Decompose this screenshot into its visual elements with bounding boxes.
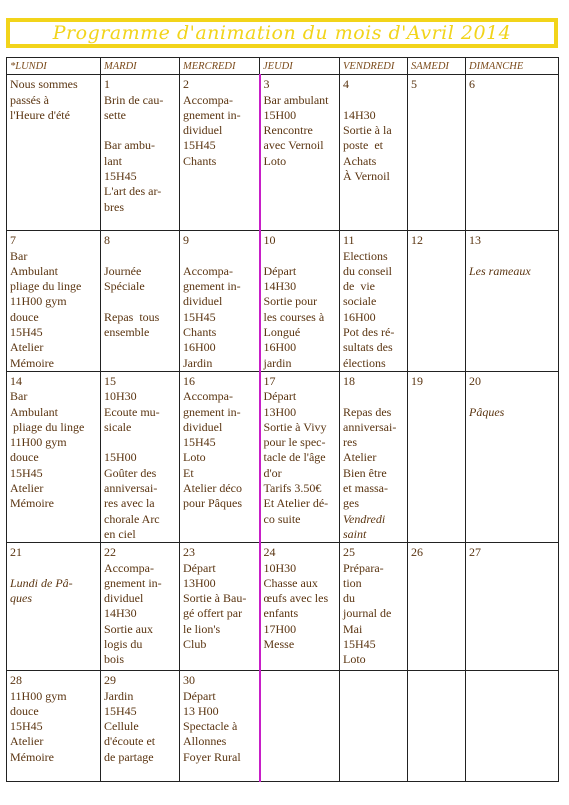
activity-line: Achats [343, 153, 377, 168]
activity-line: Prépara- [343, 560, 384, 575]
activity-line: gnement in- [104, 575, 162, 590]
header-row [7, 58, 559, 75]
activity-line: lant [104, 153, 122, 168]
day-number: 2 [183, 77, 189, 92]
activity-line: gnement in- [183, 279, 241, 294]
activity-line: journal de [343, 606, 392, 621]
day-header-monday: *LUNDI [7, 58, 101, 75]
activity-line: 13 H00 [183, 703, 219, 718]
activity-line: co suite [263, 511, 301, 526]
activity-line: Loto [183, 450, 206, 465]
day-cell [101, 371, 180, 542]
day-cell [180, 371, 260, 542]
activity-line: Vendredi [343, 511, 386, 526]
day-number: 7 [10, 233, 16, 248]
day-cell [260, 231, 340, 372]
activity-line: Chants [183, 325, 217, 340]
activity-line: sultats des [343, 340, 393, 355]
day-number: 18 [343, 373, 355, 388]
activity-line: 17H00 [263, 621, 297, 636]
day-number: 1 [104, 77, 110, 92]
day-cell [466, 543, 559, 671]
activity-line: gnement in- [183, 404, 241, 419]
activity-line: dividuel [183, 294, 223, 309]
activity-line: L'art des ar- [104, 184, 162, 199]
day-cell [101, 75, 180, 231]
day-cell [101, 671, 180, 782]
activity-line: du [343, 591, 355, 606]
day-cell [7, 543, 101, 671]
activity-line: Et Atelier dé- [263, 496, 329, 511]
day-number: 10 [263, 233, 276, 248]
activity-line: élections [343, 355, 386, 370]
activity-line: 15H00 [104, 450, 137, 465]
day-cell [260, 75, 340, 231]
activity-line: 11H00 gym [10, 435, 67, 450]
activity-line: pliage du linge [10, 419, 85, 434]
day-header-friday: VENDREDI [340, 58, 408, 75]
activity-line: Loto [263, 153, 287, 168]
day-cell [180, 231, 260, 372]
day-cell [101, 543, 180, 671]
activity-line: jardin [263, 355, 292, 370]
day-cell [180, 671, 260, 782]
activity-line: d'écoute et [104, 734, 156, 749]
activity-line [104, 123, 177, 138]
activity-line: Chants [183, 153, 217, 168]
activity-line: res avec la [104, 496, 155, 511]
day-number: 29 [104, 673, 116, 688]
activity-line: logis du [104, 637, 143, 652]
activity-line: 13H00 [263, 404, 297, 419]
activity-line: Et [183, 465, 194, 480]
activity-line: pliage du linge [10, 279, 82, 294]
day-number: 24 [263, 545, 276, 560]
activity-line: À Vernoil [343, 169, 390, 184]
activity-line: Tarifs 3.50€ [263, 481, 322, 496]
day-number: 12 [411, 233, 423, 248]
day-number: 13 [469, 233, 481, 248]
day-header-thursday: JEUDI [260, 58, 340, 75]
activity-line: Goûter des [104, 465, 157, 480]
activity-line [264, 249, 338, 264]
activity-line: 10H30 [263, 560, 297, 575]
activity-line: sette [104, 107, 126, 122]
activity-line [104, 294, 177, 309]
day-number: Nous sommes [10, 77, 78, 92]
activity-line: douce [10, 309, 39, 324]
activity-line: gnement in- [183, 107, 241, 122]
activity-line: pour le spec- [263, 435, 326, 450]
activity-line: 13H00 [183, 575, 216, 590]
activity-line: Atelier [343, 450, 377, 465]
day-cell [260, 371, 340, 542]
activity-line: 10H30 [104, 389, 137, 404]
activity-line: douce [10, 703, 39, 718]
activity-line: 16H00 [343, 309, 376, 324]
title-banner [6, 18, 558, 48]
activity-line: Lundi de Pâ- [10, 575, 73, 590]
day-number: 27 [469, 545, 481, 560]
activity-line: Accompa- [183, 92, 233, 107]
activity-line: l'Heure d'été [10, 107, 70, 122]
week-row [7, 371, 559, 542]
calendar-table [6, 57, 559, 782]
day-number: 4 [343, 77, 349, 92]
day-number: 15 [104, 373, 116, 388]
activity-line: Bar ambulant [263, 92, 329, 107]
day-number: 25 [343, 545, 355, 560]
day-cell [7, 671, 101, 782]
activity-line: Accompa- [183, 263, 233, 278]
activity-line: Journée [104, 263, 142, 278]
activity-line: Accompa- [104, 560, 154, 575]
activity-line: Allonnes [183, 734, 227, 749]
activity-line: Brin de cau- [104, 92, 164, 107]
day-number: 9 [183, 233, 189, 248]
activity-line: Jardin [104, 688, 134, 703]
day-number: 8 [104, 233, 110, 248]
day-number: 28 [10, 673, 22, 688]
activity-line [343, 93, 405, 108]
week-row [7, 75, 559, 231]
activity-line: Chasse aux [263, 575, 318, 590]
activity-line: Départ [183, 560, 216, 575]
activity-line: 15H45 [10, 719, 43, 734]
activity-line: tacle de l'âge [263, 450, 326, 465]
activity-line: et massa- [343, 481, 388, 496]
week-row [7, 231, 559, 372]
activity-line: Foyer Rural [183, 749, 241, 764]
activity-line: Rencontre [263, 123, 313, 138]
activity-line: anniversai- [104, 481, 158, 496]
activity-line: Spectacle à [183, 719, 238, 734]
activity-line: Pot des ré- [343, 325, 395, 340]
day-number: 21 [10, 545, 22, 560]
activity-line: Bien être [343, 465, 387, 480]
activity-line: dividuel [183, 419, 223, 434]
activity-line: Repas tous [104, 309, 160, 324]
activity-line: sicale [104, 419, 132, 434]
activity-line: Spéciale [104, 279, 145, 294]
activity-line: de partage [104, 749, 154, 764]
day-cell [408, 671, 466, 782]
week-row [7, 543, 559, 671]
activity-line: Sortie aux [104, 621, 153, 636]
activity-line: 11H00 gym [10, 294, 67, 309]
day-cell [260, 671, 340, 782]
day-cell [340, 543, 408, 671]
activity-line: Bar [10, 248, 28, 263]
activity-line: tion [343, 575, 362, 590]
day-number: 17 [263, 373, 276, 388]
activity-line: pour Pâques [183, 496, 242, 511]
activity-line: 15H00 [263, 107, 297, 122]
day-cell [340, 231, 408, 372]
activity-line: les courses à [263, 309, 325, 324]
activity-line: Accompa- [183, 389, 233, 404]
activity-line: Atelier [10, 340, 44, 355]
activity-line: Cellule [104, 719, 139, 734]
day-cell [466, 75, 559, 231]
activity-line: 14H30 [263, 279, 297, 294]
day-number: 30 [183, 673, 195, 688]
activity-line: 15H45 [183, 309, 216, 324]
day-header-wednesday: MERCREDI [180, 58, 260, 75]
activity-line [104, 249, 177, 264]
activity-line: Loto [343, 652, 366, 667]
activity-line: sociale [343, 294, 377, 309]
activity-line: Départ [263, 263, 297, 278]
activity-line: d'or [263, 465, 282, 480]
activity-line: 16H00 [263, 340, 297, 355]
day-number: 14 [10, 373, 22, 388]
day-header-sunday: DIMANCHE [466, 58, 559, 75]
activity-line: Sortie à Vivy [263, 419, 327, 434]
activity-line: de vie [343, 279, 375, 294]
day-cell [7, 231, 101, 372]
day-cell [466, 371, 559, 542]
activity-line [343, 389, 405, 404]
day-cell [101, 231, 180, 372]
activity-line: Les rameaux [469, 263, 531, 278]
activity-line: Sortie pour [263, 294, 318, 309]
activity-line: ques [10, 591, 32, 606]
activity-line: 15H45 [343, 637, 376, 652]
day-cell [466, 671, 559, 782]
week-row [7, 671, 559, 782]
activity-line: Mémoire [10, 355, 54, 370]
activity-line [469, 389, 556, 404]
activity-line: Atelier [10, 734, 44, 749]
day-number: 23 [183, 545, 195, 560]
activity-line: Elections [343, 248, 388, 263]
day-number: 20 [469, 373, 481, 388]
activity-line: 15H45 [104, 169, 137, 184]
day-number: 22 [104, 545, 116, 560]
activity-line [469, 249, 556, 264]
day-cell [408, 543, 466, 671]
day-number: 5 [411, 77, 417, 92]
activity-line: dividuel [183, 123, 223, 138]
activity-line: le lion's [183, 621, 221, 636]
activity-line: Départ [263, 389, 297, 404]
day-cell [7, 371, 101, 542]
day-cell [340, 75, 408, 231]
day-cell [180, 543, 260, 671]
activity-line: Départ [183, 688, 216, 703]
activity-line: Atelier déco [183, 481, 242, 496]
day-header-tuesday: MARDI [101, 58, 180, 75]
activity-line: saint [343, 526, 367, 541]
day-header-saturday: SAMEDI [408, 58, 466, 75]
day-cell [340, 371, 408, 542]
day-cell [466, 231, 559, 372]
day-cell [408, 75, 466, 231]
activity-line: Mémoire [10, 749, 54, 764]
activity-line: Bar [10, 389, 28, 404]
activity-line: 15H45 [183, 435, 216, 450]
day-cell [340, 671, 408, 782]
activity-line: 16H00 [183, 340, 216, 355]
activity-line: passés à [10, 92, 49, 107]
activity-line: Sortie à la [343, 123, 392, 138]
activity-line: dividuel [104, 591, 144, 606]
activity-line: du conseil [343, 263, 392, 278]
activity-line: Ambulant [10, 263, 58, 278]
activity-line: Mémoire [10, 496, 54, 511]
activity-line: 15H45 [183, 138, 216, 153]
activity-line: 15H45 [10, 465, 43, 480]
activity-line: chorale Arc [104, 511, 160, 526]
activity-line: Bar ambu- [104, 138, 155, 153]
activity-line: 14H30 [343, 107, 376, 122]
activity-line: Atelier [10, 481, 44, 496]
activity-line: Pâques [469, 404, 505, 419]
day-number: 19 [411, 373, 423, 388]
activity-line: œufs avec les [263, 591, 329, 606]
activity-line: Ambulant [10, 404, 58, 419]
day-number: 6 [469, 77, 475, 92]
activity-line: ensemble [104, 325, 150, 340]
activity-line: 15H45 [10, 325, 43, 340]
activity-line: Ecoute mu- [104, 404, 160, 419]
activity-line: avec Vernoil [263, 138, 324, 153]
activity-line [183, 249, 257, 264]
activity-line: res [343, 435, 357, 450]
day-number: 26 [411, 545, 423, 560]
activity-line: Sortie à Bau- [183, 591, 247, 606]
activity-line: 14H30 [104, 606, 137, 621]
page-title: Programme d'animation du mois d'Avril 2014 [52, 22, 512, 44]
activity-line: enfants [263, 606, 299, 621]
day-cell [260, 543, 340, 671]
activity-line: bres [104, 199, 124, 214]
activity-line [10, 561, 98, 576]
activity-line [104, 435, 177, 450]
activity-line: en ciel [104, 526, 136, 541]
activity-line: douce [10, 450, 39, 465]
activity-line: Repas des [343, 404, 392, 419]
activity-line: anniversai- [343, 419, 397, 434]
activity-line: bois [104, 652, 125, 667]
activity-line: ges [343, 496, 359, 511]
activity-line: Messe [263, 637, 295, 652]
day-cell [408, 371, 466, 542]
day-number: 3 [263, 77, 270, 92]
activity-line: Longué [263, 325, 301, 340]
day-number: 16 [183, 373, 195, 388]
activity-line: 15H45 [104, 703, 137, 718]
day-cell [180, 75, 260, 231]
activity-line: 11H00 gym [10, 688, 67, 703]
day-number: 11 [343, 233, 355, 248]
activity-line: Jardin [183, 355, 213, 370]
activity-line: poste et [343, 138, 383, 153]
activity-line: Mai [343, 621, 363, 636]
day-cell [7, 75, 101, 231]
activity-line: Club [183, 637, 207, 652]
activity-line: gé offert par [183, 606, 243, 621]
day-cell [408, 231, 466, 372]
